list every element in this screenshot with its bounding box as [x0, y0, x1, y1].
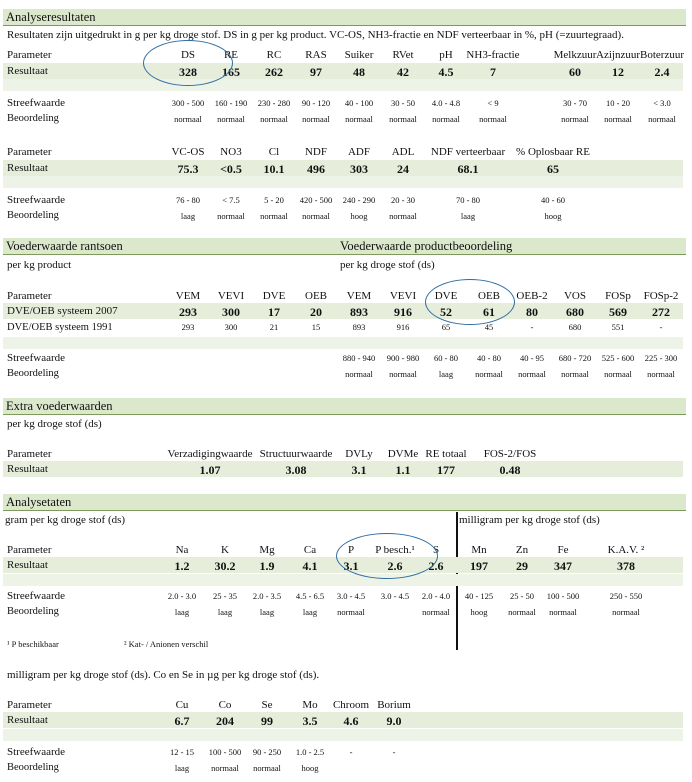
- evaluation-value: hoog: [350, 211, 368, 221]
- result-value: 177: [437, 463, 455, 477]
- result-value: 0.48: [499, 463, 521, 477]
- result-value: 29: [516, 559, 528, 573]
- result-value: 1.2: [174, 559, 190, 573]
- target-value: 76 - 80: [175, 195, 201, 205]
- result-value: 7: [490, 65, 496, 79]
- target-value: 240 - 290: [342, 195, 376, 205]
- target-value: 70 - 80: [455, 195, 481, 205]
- row-label-beoordeling: Beoordeling: [7, 762, 59, 773]
- result-value: 9.0: [386, 714, 402, 728]
- highlight-ellipse-p: [336, 533, 438, 579]
- result-value-1991: 300: [224, 322, 238, 332]
- result-value: 10.1: [263, 162, 285, 176]
- evaluation-value: normaal: [612, 607, 640, 617]
- column-header: S: [432, 544, 440, 556]
- result-value: 48: [353, 65, 365, 79]
- result-value-1991: -: [659, 322, 663, 332]
- result-value: 60: [569, 65, 581, 79]
- target-value: < 9: [487, 98, 499, 108]
- row-label-parameter: Parameter: [7, 544, 52, 556]
- evaluation-value: normaal: [648, 114, 676, 124]
- target-value: 30 - 70: [562, 98, 588, 108]
- target-value: 25 - 50: [509, 591, 535, 601]
- voederwaarde-productbeoordeling-title: Voederwaarde productbeoordeling: [340, 239, 513, 253]
- evaluation-value: hoog: [470, 607, 488, 617]
- column-header: DVLy: [345, 448, 373, 460]
- target-value: 225 - 300: [644, 353, 678, 363]
- result-value: 68.1: [457, 162, 479, 176]
- result-value: 52: [440, 305, 452, 319]
- evaluation-value: normaal: [389, 369, 417, 379]
- row-label-resultaat: Resultaat: [7, 65, 48, 77]
- result-value: 65: [547, 162, 559, 176]
- column-header: Azijnzuur: [596, 49, 640, 61]
- target-value: 230 - 280: [257, 98, 291, 108]
- evaluation-value: hoog: [301, 763, 319, 773]
- result-band: [3, 160, 683, 176]
- result-value: <0.5: [220, 162, 242, 176]
- column-header: RE: [223, 49, 239, 61]
- result-value: 3.5: [302, 714, 318, 728]
- evaluation-value: normaal: [217, 114, 245, 124]
- column-header: Cu: [175, 699, 189, 711]
- result-value: 300: [222, 305, 240, 319]
- column-header: P: [347, 544, 355, 556]
- column-header: NDF: [304, 146, 328, 158]
- target-value: 680 - 720: [558, 353, 592, 363]
- row-label-beoordeling: Beoordeling: [7, 113, 59, 124]
- evaluation-value: normaal: [302, 211, 330, 221]
- result-value: 262: [265, 65, 283, 79]
- evaluation-value: normaal: [475, 369, 503, 379]
- section-header-analyseresultaten-2: [3, 494, 686, 511]
- result-value: 99: [261, 714, 273, 728]
- result-value: 204: [216, 714, 234, 728]
- target-value: 40 - 100: [344, 98, 374, 108]
- section-header-extra-voederwaarden: Extra voederwaarden: [3, 398, 686, 415]
- column-header: Boterzuur: [640, 49, 684, 61]
- row-label-streefwaarde: Streefwaarde: [7, 746, 66, 758]
- evaluation-value: laag: [460, 211, 476, 221]
- row-label-parameter: Parameter: [7, 448, 52, 460]
- target-value: 40 - 125: [464, 591, 494, 601]
- column-header: VEVI: [389, 290, 417, 302]
- result-value-1991: 65: [441, 322, 451, 332]
- target-value: 30 - 50: [390, 98, 416, 108]
- column-header: RC: [266, 49, 282, 61]
- column-header: DVE: [262, 290, 286, 302]
- spacer-band: [3, 574, 683, 586]
- column-header: P besch.¹: [375, 544, 415, 556]
- result-value-1991: 916: [396, 322, 410, 332]
- column-header: DVE: [434, 290, 458, 302]
- result-value: 12: [612, 65, 624, 79]
- result-value: 893: [350, 305, 368, 319]
- column-header: Ca: [303, 544, 317, 556]
- target-value: 4.0 - 4.8: [431, 98, 461, 108]
- column-header: FOSp: [605, 290, 631, 302]
- column-header: Fe: [557, 544, 569, 556]
- result-value: 347: [554, 559, 572, 573]
- result-value: 6.7: [174, 714, 190, 728]
- result-band: [3, 461, 683, 477]
- evaluation-value: normaal: [432, 114, 460, 124]
- result-value: 97: [310, 65, 322, 79]
- result-value: 569: [609, 305, 627, 319]
- row-label-parameter: Parameter: [7, 49, 52, 61]
- column-header: Zn: [515, 544, 529, 556]
- column-header: K.A.V. ²: [607, 544, 645, 556]
- column-header: Verzadigingwaarde: [167, 448, 253, 460]
- result-value-1991: -: [530, 322, 534, 332]
- target-value: 4.5 - 6.5: [295, 591, 325, 601]
- column-header: DS: [180, 49, 196, 61]
- target-value: 880 - 940: [342, 353, 376, 363]
- target-value: < 3.0: [653, 98, 671, 108]
- target-value: 525 - 600: [601, 353, 635, 363]
- result-value: 3.1: [351, 463, 367, 477]
- column-header: FOSp-2: [643, 290, 679, 302]
- evaluation-value: normaal: [337, 607, 365, 617]
- result-value: 916: [394, 305, 412, 319]
- column-header: Suiker: [344, 49, 374, 61]
- target-value: 90 - 250: [252, 747, 282, 757]
- spacer-band: [3, 729, 683, 741]
- target-value: 420 - 500: [299, 195, 333, 205]
- unit-label: per kg droge stof (ds): [7, 418, 102, 430]
- result-value: 30.2: [214, 559, 236, 573]
- result-value: 293: [179, 305, 197, 319]
- evaluation-value: normaal: [647, 369, 675, 379]
- result-value: 17: [268, 305, 280, 319]
- unit-label-left: per kg product: [7, 259, 72, 271]
- unit-label-left: gram per kg droge stof (ds): [5, 514, 126, 526]
- column-header: RVet: [392, 49, 414, 61]
- target-value: 10 - 20: [605, 98, 631, 108]
- column-header: ADL: [391, 146, 415, 158]
- result-value: 303: [350, 162, 368, 176]
- column-header: Cl: [268, 146, 280, 158]
- evaluation-value: normaal: [508, 607, 536, 617]
- target-value: 20 - 30: [390, 195, 416, 205]
- evaluation-value: normaal: [604, 114, 632, 124]
- evaluation-value: normaal: [211, 763, 239, 773]
- result-value: 80: [526, 305, 538, 319]
- result-value-1991: 680: [568, 322, 582, 332]
- column-header: VC-OS: [171, 146, 205, 158]
- result-value: 20: [310, 305, 322, 319]
- column-header: VOS: [563, 290, 587, 302]
- evaluation-value: laag: [174, 607, 190, 617]
- row-label-beoordeling: Beoordeling: [7, 210, 59, 221]
- highlight-ellipse-ds: [143, 40, 233, 86]
- unit-label-right: per kg droge stof (ds): [340, 259, 435, 271]
- target-value: 900 - 980: [386, 353, 420, 363]
- evaluation-value: normaal: [217, 211, 245, 221]
- target-value: 100 - 500: [208, 747, 242, 757]
- result-value: 328: [179, 65, 197, 79]
- spacer-band: [3, 79, 683, 91]
- column-header: RAS: [305, 49, 327, 61]
- column-header: FOS-2/FOS: [483, 448, 537, 460]
- row-label-streefwaarde: Streefwaarde: [7, 97, 66, 109]
- row-label-streefwaarde: Streefwaarde: [7, 352, 66, 364]
- column-header: K: [221, 544, 229, 556]
- evaluation-value: normaal: [422, 607, 450, 617]
- result-value: 42: [397, 65, 409, 79]
- target-value: 160 - 190: [214, 98, 248, 108]
- column-header: VEM: [346, 290, 372, 302]
- section-header-voederwaarde: [3, 238, 686, 255]
- row-label-dve-oeb-2007: DVE/OEB systeem 2007: [7, 305, 118, 317]
- evaluation-value: normaal: [604, 369, 632, 379]
- evaluation-value: hoog: [544, 211, 562, 221]
- target-value: < 7.5: [222, 195, 240, 205]
- result-value: 165: [222, 65, 240, 79]
- result-value-1991: 551: [611, 322, 625, 332]
- evaluation-value: normaal: [518, 369, 546, 379]
- row-label-parameter: Parameter: [7, 146, 52, 158]
- column-header: NDF verteerbaar: [430, 146, 506, 158]
- evaluation-value: normaal: [253, 763, 281, 773]
- result-value: 61: [483, 305, 495, 319]
- result-band: [3, 63, 683, 79]
- result-value: 378: [617, 559, 635, 573]
- target-value: -: [349, 747, 353, 757]
- column-header: Mo: [302, 699, 318, 711]
- row-label-parameter: Parameter: [7, 290, 52, 302]
- evaluation-value: normaal: [389, 114, 417, 124]
- row-label-streefwaarde: Streefwaarde: [7, 194, 66, 206]
- result-value: 1.9: [259, 559, 275, 573]
- column-header: DVMe: [387, 448, 419, 460]
- column-header: OEB: [305, 290, 327, 302]
- result-value: 197: [470, 559, 488, 573]
- evaluation-value: normaal: [561, 369, 589, 379]
- evaluation-value: laag: [259, 607, 275, 617]
- target-value: 2.0 - 4.0: [421, 591, 451, 601]
- evaluation-value: normaal: [345, 114, 373, 124]
- row-label-streefwaarde: Streefwaarde: [7, 590, 66, 602]
- result-value: 4.6: [343, 714, 359, 728]
- section-header-analyseresultaten: Analyseresultaten: [3, 9, 686, 26]
- result-value: 2.6: [428, 559, 444, 573]
- spacer-band: [3, 176, 683, 188]
- evaluation-value: laag: [438, 369, 454, 379]
- voederwaarde-rantsoen-title: Voederwaarde rantsoen: [6, 239, 123, 253]
- target-value: 5 - 20: [264, 195, 284, 205]
- column-header: Chroom: [332, 699, 370, 711]
- target-value: 3.0 - 4.5: [336, 591, 366, 601]
- column-header: RE totaal: [425, 448, 467, 460]
- evaluation-value: normaal: [549, 607, 577, 617]
- column-header: OEB-2: [516, 290, 548, 302]
- result-value: 3.1: [343, 559, 359, 573]
- spacer-band: [3, 337, 683, 349]
- row-label-parameter: Parameter: [7, 699, 52, 711]
- evaluation-value: laag: [180, 211, 196, 221]
- target-value: 1.0 - 2.5: [295, 747, 325, 757]
- column-header: pH: [439, 49, 453, 61]
- column-header: ADF: [347, 146, 371, 158]
- column-header: Borium: [377, 699, 411, 711]
- column-header: Se: [261, 699, 273, 711]
- column-header: OEB: [478, 290, 500, 302]
- target-value: 25 - 35: [212, 591, 238, 601]
- target-value: 2.0 - 3.0: [167, 591, 197, 601]
- column-header: % Oplosbaar RE: [516, 146, 590, 158]
- row-label-beoordeling: Beoordeling: [7, 606, 59, 617]
- result-value: 680: [566, 305, 584, 319]
- result-value-1991: 293: [181, 322, 195, 332]
- result-value: 1.07: [199, 463, 221, 477]
- row-label-dve-oeb-1991: DVE/OEB systeem 1991: [7, 322, 113, 333]
- column-header: Melkzuur: [553, 49, 597, 61]
- evaluation-value: normaal: [174, 114, 202, 124]
- result-value-1991: 21: [269, 322, 279, 332]
- column-header: Na: [175, 544, 189, 556]
- result-value: 2.4: [654, 65, 670, 79]
- result-value: 4.5: [438, 65, 454, 79]
- footnote-p-beschikbaar: ¹ P beschikbaar: [7, 639, 59, 649]
- highlight-ellipse-dve-oeb: [425, 279, 515, 325]
- section-note: Resultaten zijn uitgedrukt in g per kg droge stof. DS in g per kg product. VC-OS, NH3-fractie en NDF verteerbaar in %, pH (=zuurtegraad).: [7, 29, 624, 41]
- result-value: 2.6: [387, 559, 403, 573]
- target-value: 2.0 - 3.5: [252, 591, 282, 601]
- column-header: NO3: [220, 146, 242, 158]
- evaluation-value: normaal: [260, 211, 288, 221]
- result-value: 496: [307, 162, 325, 176]
- result-value: 272: [652, 305, 670, 319]
- evaluation-value: normaal: [561, 114, 589, 124]
- column-header: VEM: [175, 290, 201, 302]
- target-value: 250 - 550: [609, 591, 643, 601]
- column-header: VEVI: [217, 290, 245, 302]
- unit-label-right: milligram per kg droge stof (ds): [459, 514, 600, 526]
- target-value: -: [392, 747, 396, 757]
- column-header: Structuurwaarde: [259, 448, 333, 460]
- target-value: 40 - 80: [476, 353, 502, 363]
- evaluation-value: normaal: [389, 211, 417, 221]
- column-header: Mg: [259, 544, 275, 556]
- target-value: 3.0 - 4.5: [380, 591, 410, 601]
- target-value: 12 - 15: [169, 747, 195, 757]
- column-header: Mn: [471, 544, 487, 556]
- target-value: 60 - 80: [433, 353, 459, 363]
- evaluation-value: normaal: [260, 114, 288, 124]
- result-value: 24: [397, 162, 409, 176]
- unit-label: milligram per kg droge stof (ds). Co en Se in µg per kg droge stof (ds).: [7, 669, 320, 681]
- result-value: 1.1: [395, 463, 411, 477]
- evaluation-value: laag: [174, 763, 190, 773]
- row-label-resultaat: Resultaat: [7, 162, 48, 174]
- result-value: 3.08: [285, 463, 307, 477]
- target-value: 40 - 60: [540, 195, 566, 205]
- section-title: Analysetaten: [6, 495, 72, 509]
- target-value: 40 - 95: [519, 353, 545, 363]
- row-label-resultaat: Resultaat: [7, 559, 48, 571]
- column-header: NH3-fractie: [466, 49, 520, 61]
- row-label-resultaat: Resultaat: [7, 714, 48, 726]
- evaluation-value: normaal: [479, 114, 507, 124]
- evaluation-value: laag: [302, 607, 318, 617]
- result-value-1991: 45: [484, 322, 494, 332]
- result-value-1991: 15: [311, 322, 321, 332]
- target-value: 300 - 500: [171, 98, 205, 108]
- row-label-resultaat: Resultaat: [7, 463, 48, 475]
- target-value: 90 - 120: [301, 98, 331, 108]
- column-header: Co: [218, 699, 232, 711]
- footnote-kav: ² Kat- / Anionen verschil: [124, 639, 209, 649]
- result-value: 4.1: [302, 559, 318, 573]
- target-value: 100 - 500: [546, 591, 580, 601]
- evaluation-value: normaal: [345, 369, 373, 379]
- row-label-beoordeling: Beoordeling: [7, 368, 59, 379]
- evaluation-value: normaal: [302, 114, 330, 124]
- result-value: 75.3: [177, 162, 199, 176]
- evaluation-value: laag: [217, 607, 233, 617]
- result-value-1991: 893: [352, 322, 366, 332]
